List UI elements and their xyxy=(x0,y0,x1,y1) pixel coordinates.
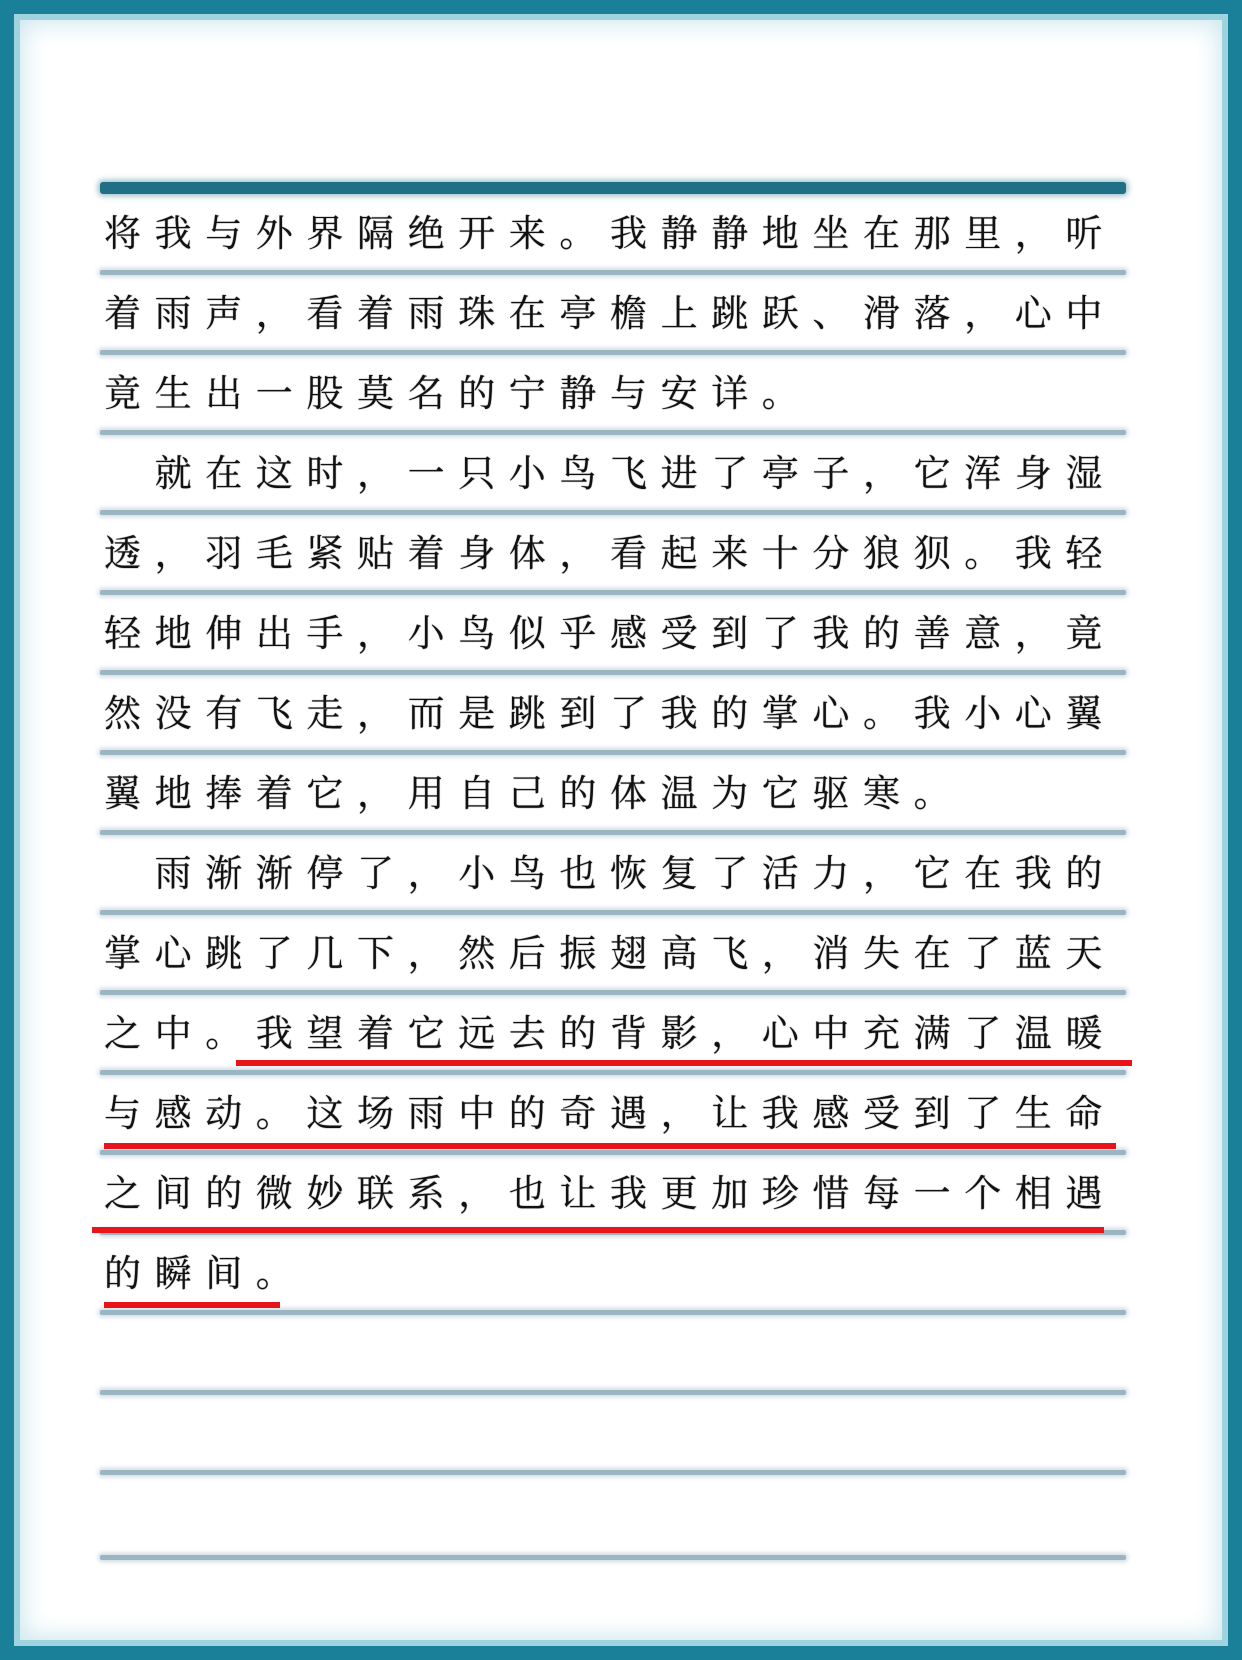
top-margin-bar xyxy=(100,182,1126,194)
ruled-line xyxy=(100,350,1126,355)
text-line-10: 掌心跳了几下，然后振翅高飞，消失在了蓝天 xyxy=(104,932,1116,975)
ruled-line xyxy=(100,830,1126,835)
ruled-line xyxy=(100,1555,1126,1560)
text-line-8: 翼地捧着它，用自己的体温为它驱寒。 xyxy=(104,772,965,815)
text-line-12: 与感动。这场雨中的奇遇，让我感受到了生命 xyxy=(104,1092,1116,1135)
highlight-underline xyxy=(236,1060,1132,1066)
ruled-line xyxy=(100,1070,1126,1075)
ruled-line xyxy=(100,510,1126,515)
ruled-line xyxy=(100,1470,1126,1475)
text-line-2: 着雨声，看着雨珠在亭檐上跳跃、滑落，心中 xyxy=(104,292,1116,335)
ruled-line xyxy=(100,270,1126,275)
highlight-underline xyxy=(92,1227,1104,1233)
text-line-4: 就在这时，一只小鸟飞进了亭子，它浑身湿 xyxy=(104,452,1116,495)
text-line-3: 竟生出一股莫名的宁静与安详。 xyxy=(104,372,813,415)
text-line-14: 的瞬间。 xyxy=(104,1252,307,1295)
text-line-9: 雨渐渐停了，小鸟也恢复了活力，它在我的 xyxy=(104,852,1116,895)
ruled-line xyxy=(100,1150,1126,1155)
text-line-1: 将我与外界隔绝开来。我静静地坐在那里，听 xyxy=(104,212,1116,255)
text-line-11: 之中。我望着它远去的背影，心中充满了温暖 xyxy=(104,1012,1116,1055)
ruled-line xyxy=(100,590,1126,595)
ruled-line xyxy=(100,750,1126,755)
ruled-line xyxy=(100,1310,1126,1315)
text-line-7: 然没有飞走，而是跳到了我的掌心。我小心翼 xyxy=(104,692,1116,735)
highlight-underline xyxy=(104,1302,280,1308)
highlight-underline xyxy=(104,1143,1116,1149)
text-line-6: 轻地伸出手，小鸟似乎感受到了我的善意，竟 xyxy=(104,612,1116,655)
ruled-line xyxy=(100,670,1126,675)
text-line-5: 透，羽毛紧贴着身体，看起来十分狼狈。我轻 xyxy=(104,532,1116,575)
ruled-line xyxy=(100,990,1126,995)
ruled-line xyxy=(100,910,1126,915)
text-line-13: 之间的微妙联系，也让我更加珍惜每一个相遇 xyxy=(104,1172,1116,1215)
ruled-line xyxy=(100,430,1126,435)
ruled-line xyxy=(100,1390,1126,1395)
